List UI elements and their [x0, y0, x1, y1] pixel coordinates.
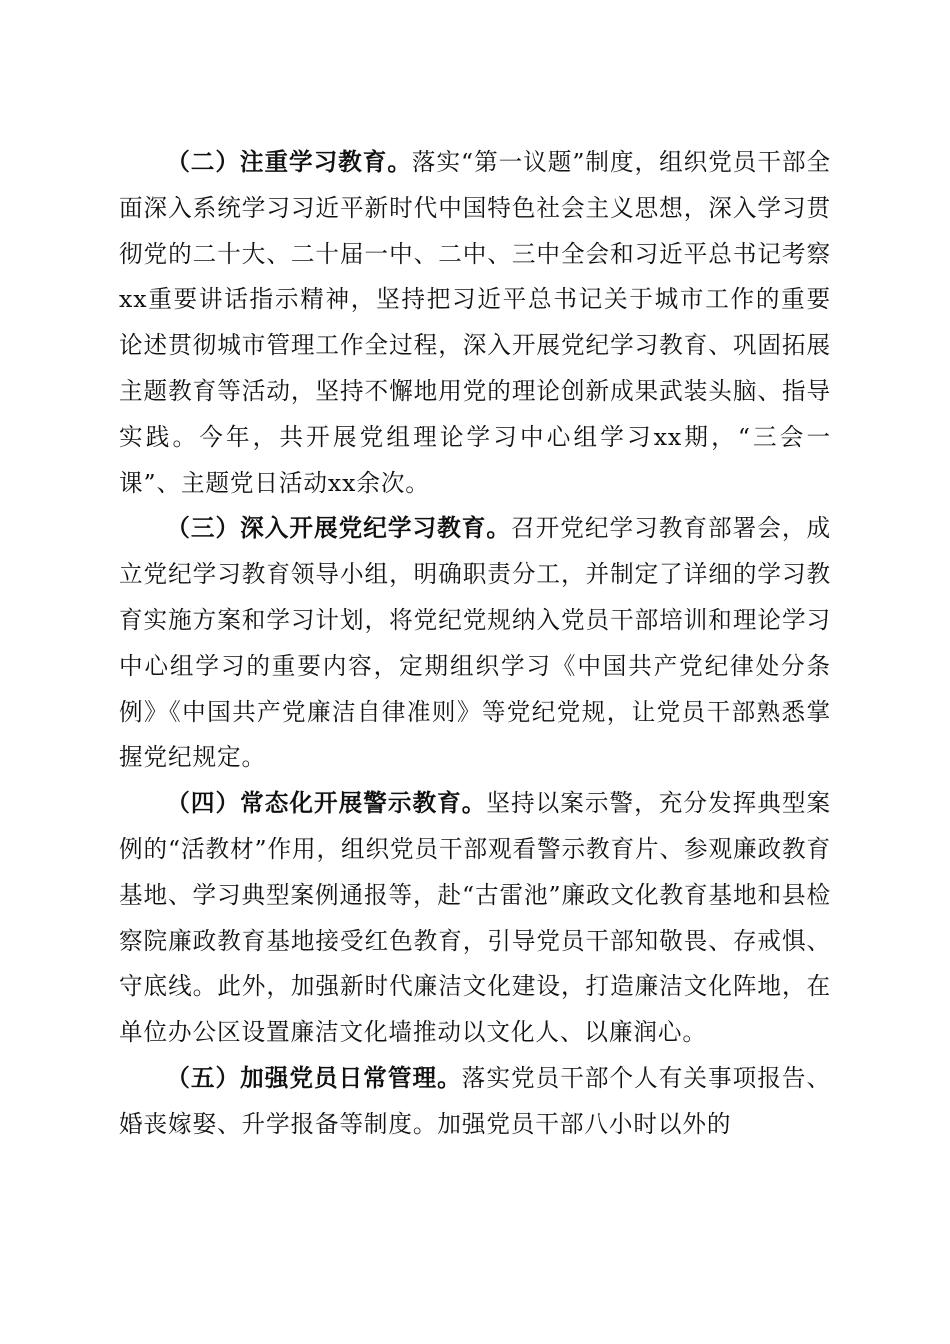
- paragraph-study-education: [119, 140, 831, 506]
- paragraph-warning-education: [119, 781, 831, 1056]
- paragraph-text: 落实“第一议题”制度，组织党员干部全面深入系统学习习近平新时代中国特色社会主义思想，深入学习贯彻党的二十大、二十届一中、二中、三中全会和习近平总书记考察xx重要讲话指示精神，坚持把习近平总书记关于城市工作的重要论述贯彻城市管理工作全过程，深入开展党纪学习教育、巩固拓展主题教育等活动，坚持不懈地用党的理论创新成果武装头脑、指导实践。今年，共开展党组理论学习中心组学习xx期，“三会一课”、主题党日活动xx余次。: [119, 148, 832, 497]
- paragraph-member-management: [119, 1056, 831, 1148]
- paragraph-heading: （三）深入开展党纪学习教育。: [166, 514, 511, 543]
- paragraph-text: 坚持以案示警，充分发挥典型案例的“活教材”作用，组织党员干部观看警示教育片、参观廉政教育基地、学习典型案例通报等，赴“古雷池”廉政文化教育基地和县检察院廉政教育基地接受红色教育，引导党员干部知敬畏、存戒惧、守底线。此外，加强新时代廉洁文化建设，打造廉洁文化阵地，在单位办公区设置廉洁文化墙推动以文化人、以廉润心。: [119, 789, 831, 1047]
- paragraph-party-discipline: [119, 506, 831, 781]
- paragraph-text: 落实党员干部个人有关事项报告、婚丧嫁娶、升学报备等制度。加强党员干部八小时以外的: [119, 1063, 831, 1138]
- paragraph-heading: （二）注重学习教育。: [166, 148, 412, 176]
- document-body: [119, 140, 831, 1148]
- paragraph-text: 召开党纪学习教育部署会，成立党纪学习教育领导小组，明确职责分工，并制定了详细的学习教育实施方案和学习计划，将党纪党规纳入党员干部培训和理论学习中心组学习的重要内容，定期组织学习《中国共产党纪律处分条例》《中国共产党廉洁自律准则》等党纪党规，让党员干部熟悉掌握党纪规定。: [119, 514, 831, 772]
- paragraph-heading: （四）常态化开展警示教育。: [166, 789, 487, 818]
- paragraph-heading: （五）加强党员日常管理。: [166, 1063, 462, 1092]
